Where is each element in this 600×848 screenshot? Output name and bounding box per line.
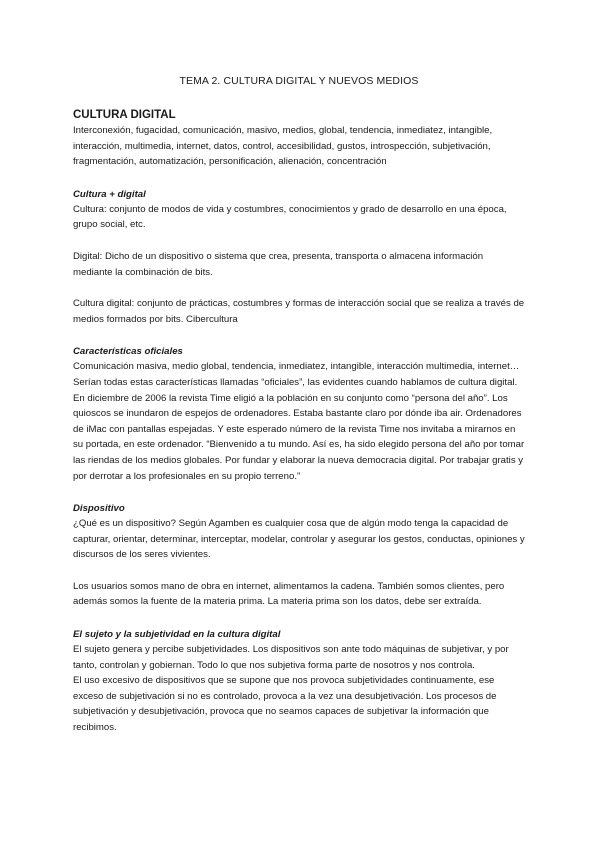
section-heading: CULTURA DIGITAL xyxy=(73,109,176,121)
paragraph-usuarios: Los usuarios somos mano de obra en internet, alimentamos la cadena. También somos clientes, pero además somos la fuente de la materia prima. La materia prima son los datos, debe ser extraída. xyxy=(73,580,505,608)
paragraph-sujeto: El sujeto genera y percibe subjetividades. Los dispositivos son ante todo máquinas de subjetivar, y por tanto, controlan y gobiernan. Todo lo que nos subjetiva forma parte de nosotros y nos controla. xyxy=(73,644,509,671)
paragraph-cultura-digital: Cultura digital: conjunto de prácticas, costumbres y formas de interacción social que se realiza a través de medios formados por bits. Cibercultura xyxy=(73,298,525,325)
paragraph-dispositivo: ¿Qué es un dispositivo? Según Agamben es cualquier cosa que de algún modo tenga la capacidad de capturar, orientar, determinar, interceptar, modelar, controlar y asegurar los gestos, conductas, opiniones y discursos de los seres vivientes. xyxy=(73,518,525,561)
keywords-paragraph: Interconexión, fugacidad, comunicación, masivo, medios, global, tendencia, inmediatez, intangible, interacción, multimedia, internet, datos, control, accesibilidad, gustos, introspección, subjetivación, fragmentación, automatización, personificación, alienación, concentración xyxy=(73,125,493,168)
document-page xyxy=(73,74,525,736)
subheading-caracteristicas: Características oficiales xyxy=(73,346,183,358)
subheading-sujeto: El sujeto y la subjetividad en la cultura digital xyxy=(73,629,281,641)
paragraph-digital: Digital: Dicho de un dispositivo o sistema que crea, presenta, transporta o almacena información mediante la combinación de bits. xyxy=(73,250,484,278)
document-title: TEMA 2. CULTURA DIGITAL Y NUEVOS MEDIOS xyxy=(179,75,419,87)
paragraph-caracteristicas: Comunicación masiva, medio global, tendencia, inmediatez, intangible, interacción multimedia, internet… Serían todas estas características llamadas “oficiales”, las evidentes cuando hablamos de cultura digital. xyxy=(73,361,520,388)
subheading-cultura-digital: Cultura + digital xyxy=(73,188,146,200)
subheading-dispositivo: Dispositivo xyxy=(73,503,125,515)
paragraph-time-magazine: En diciembre de 2006 la revista Time eligió a la población en su conjunto como “persona del año”. Los quioscos se inundaron de espejos de ordenadores. Estaba bastante claro por dónde iba air. Ordenadores de iMac con pantallas espejadas. Y este esperado número de la revista Time nos invitaba a mirarnos en su portada, en este ordenador. “Bienvenido a tu mundo. Así es, ha sido elegido persona del año por tomar las riendas de los medios globales. Por fundar y elaborar la nueva democracia digital. Por trabajar gratis y por derrotar a los profesionales en su propio terreno.” xyxy=(73,392,525,482)
paragraph-cultura: Cultura: conjunto de modos de vida y costumbres, conocimientos y grado de desarrollo en una época, grupo social, etc. xyxy=(73,203,507,231)
paragraph-subjetivacion: El uso excesivo de dispositivos que se supone que nos provoca subjetividades continuamente, ese exceso de subjetivación si no es controlado, provoca a la vez una desubjetivación. Los procesos de subjetivación y desubjetivación, provoca que no seamos capaces de subjetivar la información que recibimos. xyxy=(73,675,497,734)
